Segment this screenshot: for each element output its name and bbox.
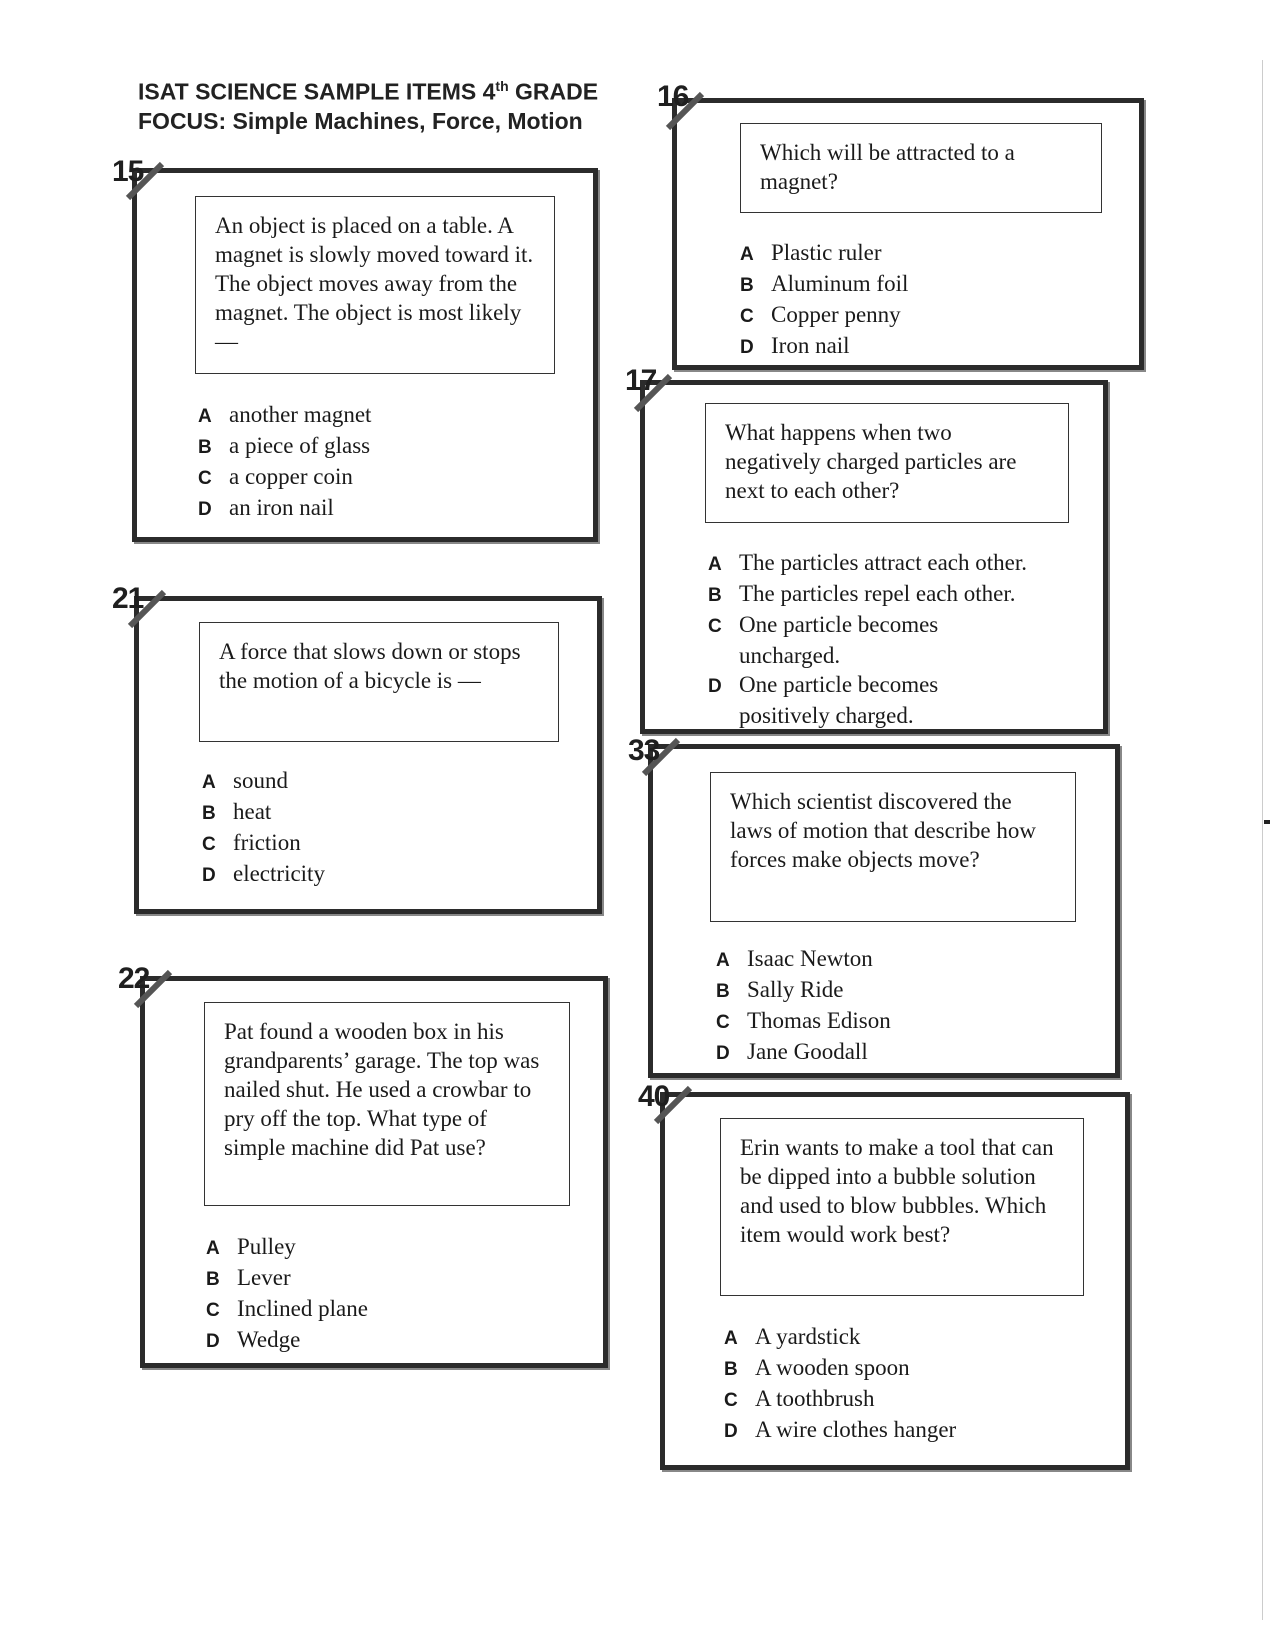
answer-choice-c[interactable]: C Copper penny: [740, 302, 901, 327]
header-focus: FOCUS: Simple Machines, Force, Motion: [138, 107, 583, 134]
answer-choice-b[interactable]: B Sally Ride: [716, 977, 844, 1002]
question-stem: An object is placed on a table. A magnet is slowly moved toward it. The object moves away from the magnet. The object is most likely —: [195, 196, 555, 374]
answer-choices: [202, 766, 325, 890]
answer-choices: [716, 944, 891, 1068]
answer-choice-b[interactable]: B The particles repel each other.: [708, 581, 1016, 606]
answer-choice-b[interactable]: B Aluminum foil: [740, 271, 909, 296]
answer-choice-c[interactable]: C A toothbrush: [724, 1386, 875, 1411]
question-stem: What happens when two negatively charged particles are next to each other?: [705, 403, 1069, 523]
answer-choice-a[interactable]: A Isaac Newton: [716, 946, 873, 971]
answer-choice-d[interactable]: D an iron nail: [198, 495, 334, 520]
question-stem: Which scientist discovered the laws of motion that describe how forces make objects move?: [710, 772, 1076, 922]
scan-edge: [1262, 60, 1263, 1620]
answer-choices: [708, 548, 1027, 730]
question-number: 21: [112, 582, 144, 615]
question-number: 15: [112, 155, 144, 188]
question-number: 40: [638, 1080, 670, 1113]
answer-choice-b[interactable]: B heat: [202, 799, 272, 824]
question-number: 33: [628, 734, 660, 767]
header-title: ISAT SCIENCE SAMPLE ITEMS 4th GRADE: [138, 78, 599, 105]
answer-choice-b[interactable]: B a piece of glass: [198, 433, 371, 458]
question-stem: Erin wants to make a tool that can be dipped into a bubble solution and used to blow bubbles. Which item would work best?: [720, 1118, 1084, 1296]
question-number: 22: [118, 962, 150, 995]
answer-choice-a[interactable]: A another magnet: [198, 402, 372, 427]
question-number: 16: [657, 80, 689, 113]
question-stem: Which will be attracted to a magnet?: [740, 123, 1102, 213]
answer-choice-a[interactable]: A Pulley: [206, 1234, 296, 1259]
answer-choice-a[interactable]: A Plastic ruler: [740, 240, 882, 265]
answer-choice-d[interactable]: D electricity: [202, 861, 325, 886]
answer-choice-b[interactable]: B Lever: [206, 1265, 291, 1290]
answer-choices: [198, 400, 371, 524]
page-header: [138, 72, 598, 136]
answer-choice-d[interactable]: D One particle becomes positively charged.: [708, 672, 939, 728]
answer-choice-c[interactable]: C Thomas Edison: [716, 1008, 891, 1033]
question-number: 17: [625, 364, 657, 397]
answer-choice-d[interactable]: D A wire clothes hanger: [724, 1417, 957, 1442]
scan-mark: [1264, 820, 1270, 824]
answer-choice-a[interactable]: A The particles attract each other.: [708, 550, 1027, 575]
answer-choice-a[interactable]: A sound: [202, 768, 288, 793]
answer-choice-c[interactable]: C friction: [202, 830, 301, 855]
answer-choice-d[interactable]: D Jane Goodall: [716, 1039, 868, 1064]
answer-choice-a[interactable]: A A yardstick: [724, 1324, 861, 1349]
answer-choices: [724, 1322, 956, 1446]
question-stem: Pat found a wooden box in his grandparents’ garage. The top was nailed shut. He used a crowbar to pry off the top. What type of simple machine did Pat use?: [204, 1002, 570, 1206]
answer-choice-c[interactable]: C a copper coin: [198, 464, 353, 489]
answer-choices: [740, 238, 908, 362]
answer-choice-d[interactable]: D Wedge: [206, 1327, 301, 1352]
answer-choice-d[interactable]: D Iron nail: [740, 333, 850, 358]
answer-choice-b[interactable]: B A wooden spoon: [724, 1355, 910, 1380]
answer-choice-c[interactable]: C Inclined plane: [206, 1296, 368, 1321]
answer-choices: [206, 1232, 368, 1356]
question-stem: A force that slows down or stops the motion of a bicycle is —: [199, 622, 559, 742]
answer-choice-c[interactable]: C One particle becomes uncharged.: [708, 612, 939, 668]
